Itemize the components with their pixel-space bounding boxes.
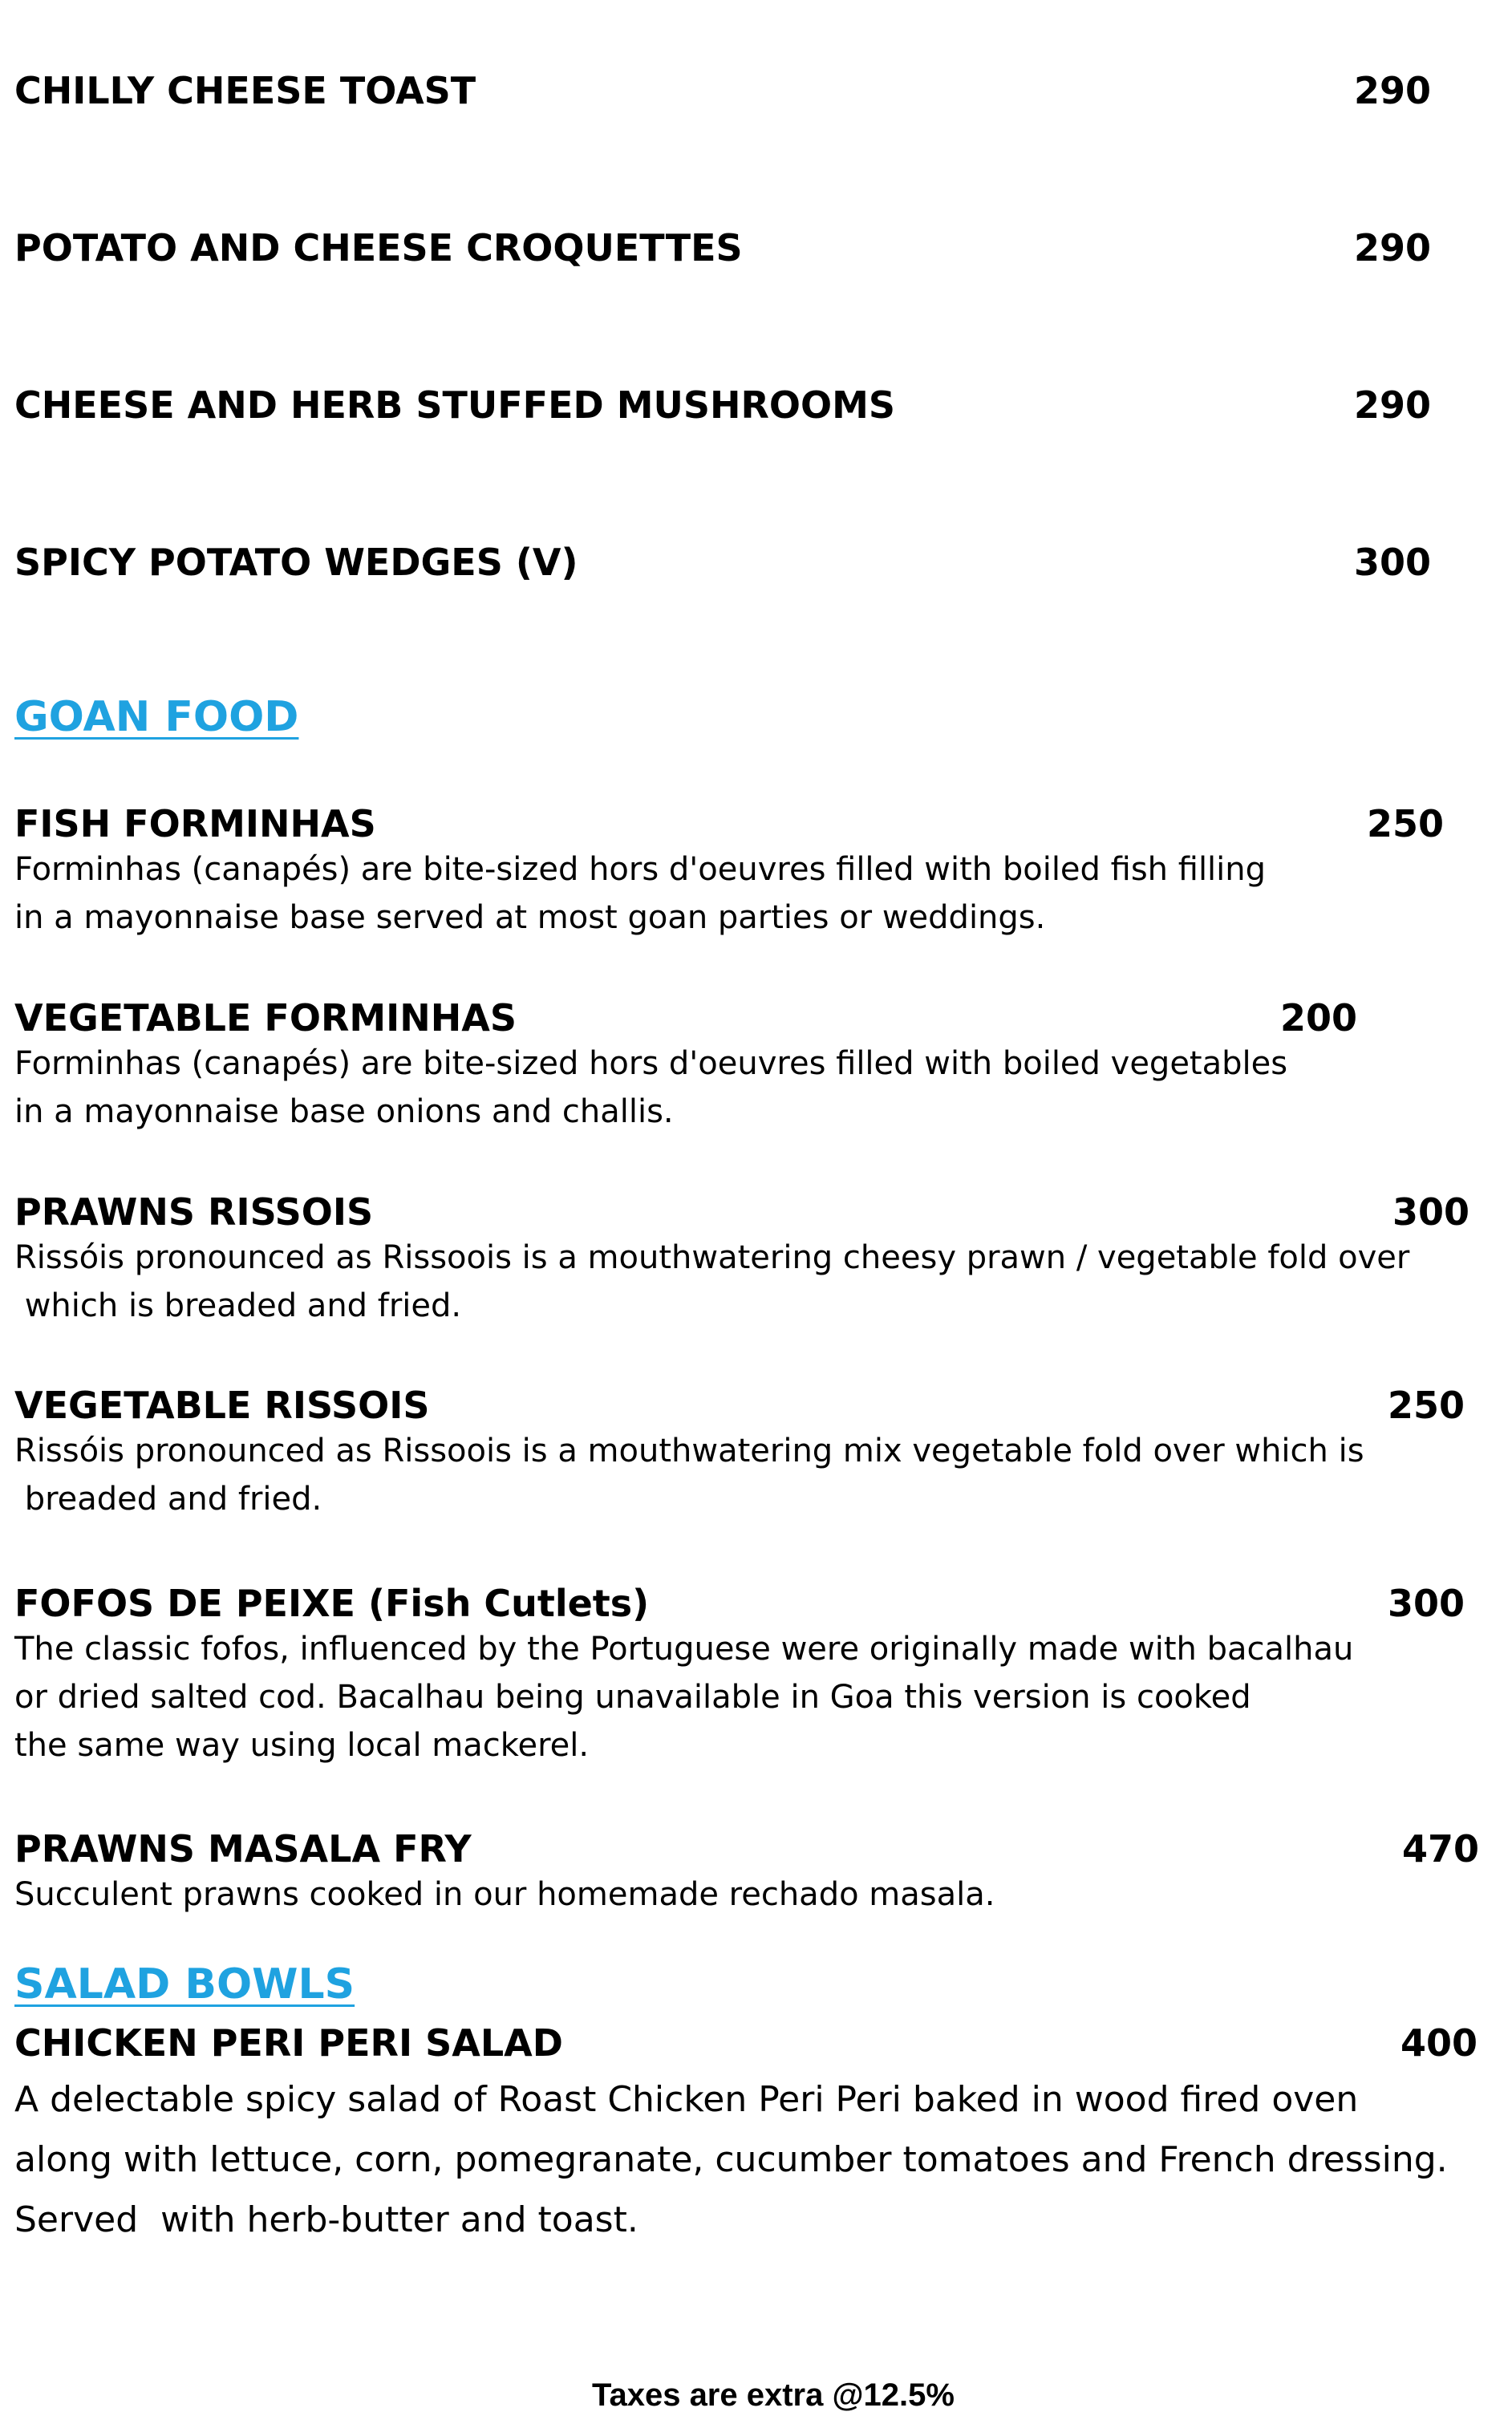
menu-item-description: Forminhas (canapés) are bite-sized hors d'oeuvres filled with boiled fish filling in a mayonnaise base served at most goan parties or weddings. — [14, 851, 1267, 936]
menu-item-description: Rissóis pronounced as Rissoois is a mouthwatering mix vegetable fold over which is breaded and fried. — [14, 1433, 1364, 1518]
menu-item-name: CHEESE AND HERB STUFFED MUSHROOMS — [14, 383, 896, 427]
menu-item-name: FOFOS DE PEIXE (Fish Cutlets) — [14, 1582, 650, 1625]
menu-item-name: VEGETABLE RISSOIS — [14, 1384, 430, 1427]
section-heading-salad-bowls: SALAD BOWLS — [14, 1960, 355, 2008]
menu-item-price: 290 — [1354, 69, 1432, 112]
tax-note: Taxes are extra @12.5% — [592, 2377, 955, 2413]
menu-item-name: FISH FORMINHAS — [14, 802, 376, 845]
menu-item-name: PRAWNS RISSOIS — [14, 1190, 374, 1234]
menu-item-name: POTATO AND CHEESE CROQUETTES — [14, 226, 743, 270]
menu-item-name: PRAWNS MASALA FRY — [14, 1827, 472, 1871]
menu-item-description: Rissóis pronounced as Rissoois is a mouthwatering cheesy prawn / vegetable fold over which is breaded and fried. — [14, 1239, 1410, 1324]
menu-item-name: SPICY POTATO WEDGES (V) — [14, 541, 578, 584]
menu-item-description: The classic fofos, influenced by the Portuguese were originally made with bacalhau or dried salted cod. Bacalhau being unavailable in Goa this version is cooked the same way using local mackerel. — [14, 1631, 1354, 1764]
menu-item-description: Succulent prawns cooked in our homemade rechado masala. — [14, 1876, 995, 1913]
menu-item-name: CHILLY CHEESE TOAST — [14, 69, 476, 112]
menu-item-price: 250 — [1388, 1384, 1465, 1427]
menu-item-description: Forminhas (canapés) are bite-sized hors d'oeuvres filled with boiled vegetables in a mayonnaise base onions and challis. — [14, 1045, 1288, 1130]
menu-item-price: 300 — [1354, 541, 1432, 584]
menu-item-name: CHICKEN PERI PERI SALAD — [14, 2021, 563, 2065]
section-heading-goan-food: GOAN FOOD — [14, 693, 299, 741]
menu-item-price: 290 — [1354, 383, 1432, 427]
menu-item-price: 250 — [1367, 802, 1445, 845]
menu-item-price: 300 — [1392, 1190, 1470, 1234]
menu-item-price: 290 — [1354, 226, 1432, 270]
menu-item-price: 400 — [1401, 2021, 1478, 2065]
menu-item-price: 300 — [1388, 1582, 1465, 1625]
menu-item-name: VEGETABLE FORMINHAS — [14, 996, 517, 1040]
menu-item-price: 470 — [1402, 1827, 1480, 1871]
menu-item-price: 200 — [1280, 996, 1358, 1040]
menu-item-description: A delectable spicy salad of Roast Chicken Peri Peri baked in wood fired oven along with lettuce, corn, pomegranate, cucumber tomatoes and French dressing. Served with herb-butter and toast. — [14, 2079, 1448, 2240]
